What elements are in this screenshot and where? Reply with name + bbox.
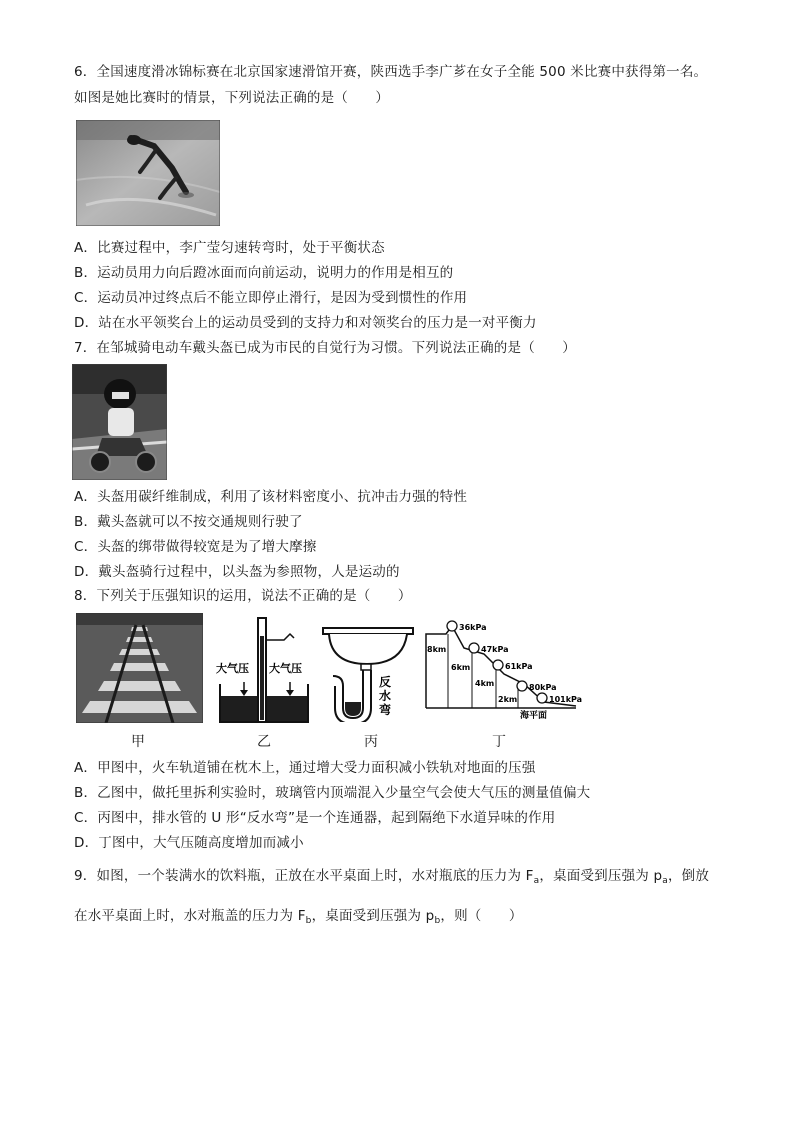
railway-track-photo [76,613,203,723]
q9-stem-line1 [74,867,709,890]
bing-trap-label-char1: 反 [379,675,392,689]
ding-height-2km: 2km [498,695,518,704]
q9-sub-b: b [305,916,312,926]
ding-height-8km: 8km [427,645,447,654]
q9-text-2: ，桌面受到压强为 p [539,868,663,884]
q7-option-b: B．戴头盔就可以不按交通规则行驶了 [74,514,303,530]
ding-pressure-47: 47kPa [481,645,509,654]
ding-pressure-36: 36kPa [459,623,487,632]
q6-option-d: D．站在水平领奖台上的运动员受到的支持力和对领奖台的压力是一对平衡力 [74,315,537,331]
q7-option-d: D．戴头盔骑行过程中，以头盔为参照物，人是运动的 [74,564,400,580]
q9-text-5: ，桌面受到压强为 p [311,908,435,924]
helmet-rider-photo [72,364,167,480]
yi-atm-label-right: 大气压 [269,662,302,675]
torricelli-experiment-diagram [214,614,316,726]
q9-text-1: 9．如图，一个装满水的饮料瓶，正放在水平桌面上时，水对瓶底的压力为 F [74,868,534,884]
q8-option-b: B．乙图中，做托里拆利实验时，玻璃管内顶端混入少量空气会使大气压的测量值偏大 [74,785,591,801]
q6-option-b: B．运动员用力向后蹬冰面而向前运动，说明力的作用是相互的 [74,265,454,281]
ding-sea-level: 海平面 [520,711,548,721]
bing-trap-label-char2: 水 [379,689,392,703]
q7-option-c: C．头盔的绑带做得较宽是为了增大摩擦 [74,539,317,555]
q8-stem: 8．下列关于压强知识的运用，说法不正确的是（ ） [74,588,412,604]
q9-text-3: ，倒放 [667,868,710,884]
q6-stem-line2: 如图是她比赛时的情景，下列说法正确的是（ ） [74,90,390,106]
q9-sub-a: a [533,876,540,886]
ding-height-6km: 6km [451,663,471,672]
q9-sub-a2: a [662,876,668,886]
ding-pressure-101: 101kPa [549,695,582,704]
q9-stem-line2 [74,907,523,930]
figure-label-ding: 丁 [492,734,506,750]
q8-option-d: D．丁图中，大气压随高度增加而减小 [74,835,304,851]
figure-label-jia: 甲 [131,734,145,750]
q9-text-4: 在水平桌面上时，水对瓶盖的压力为 F [74,908,306,924]
figure-label-yi: 乙 [257,734,271,750]
speed-skater-photo [76,120,220,226]
q8-option-c: C．丙图中，排水管的 U 形“反水弯”是一个连通器，起到隔绝下水道异味的作用 [74,810,556,826]
q6-stem-line1: 6．全国速度滑冰锦标赛在北京国家速滑馆开赛，陕西选手李广芗在女子全能 500 米比赛中获得第一名。 [74,64,708,80]
q9-text-6: ，则（ ） [440,908,523,924]
figure-label-bing: 丙 [364,734,378,750]
bing-trap-label-char3: 弯 [379,703,392,717]
q6-option-c: C．运动员冲过终点后不能立即停止滑行，是因为受到惯性的作用 [74,290,468,306]
altitude-pressure-diagram [424,618,582,722]
q7-option-a: A．头盔用碳纤维制成，利用了该材料密度小、抗冲击力强的特性 [74,489,468,505]
q6-option-a: A．比赛过程中，李广莹匀速转弯时，处于平衡状态 [74,240,385,256]
sink-u-trap-diagram [321,624,415,722]
q7-stem: 7．在邹城骑电动车戴头盔已成为市民的自觉行为习惯。下列说法正确的是（ ） [74,340,576,356]
ding-height-4km: 4km [475,679,495,688]
ding-pressure-61: 61kPa [505,662,533,671]
q8-option-a: A．甲图中，火车轨道铺在枕木上，通过增大受力面积减小铁轨对地面的压强 [74,760,536,776]
yi-atm-label-left: 大气压 [216,662,249,675]
ding-pressure-80: 80kPa [529,683,557,692]
q9-sub-b2: b [434,916,441,926]
